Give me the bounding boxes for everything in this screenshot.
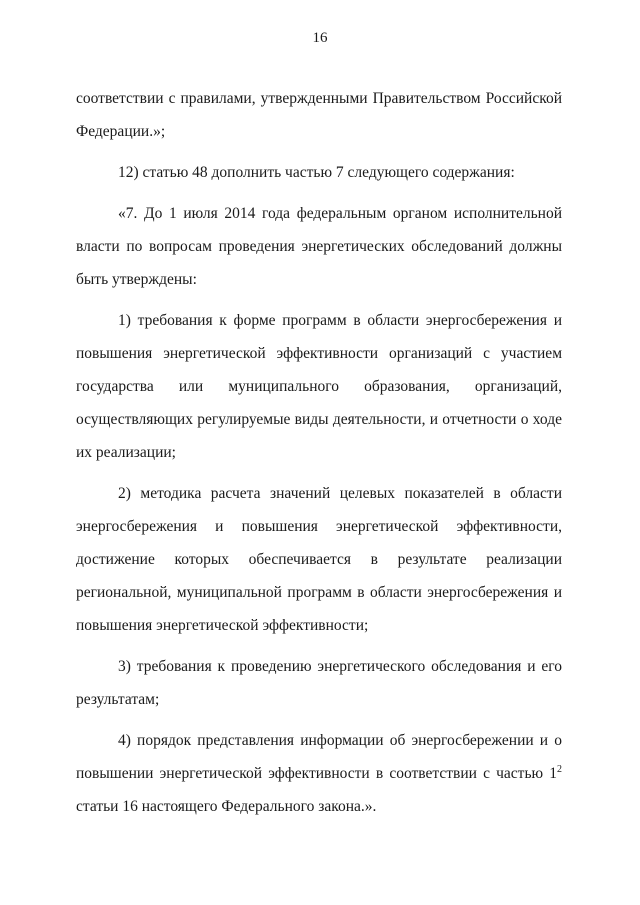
paragraph-subitem-2: 2) методика расчета значений целевых показателей в области энергосбережения и повышения энергетической эффективности, достижение которых обеспечивается в результате реализации региональной, муниципальной программ в области энергосбережения и повышения энергетической эффективности; [76, 485, 562, 634]
document-body [76, 82, 562, 831]
subitem-4-text-start: 4) порядок представления информации об энергосбережении и о повышении энергетической эффективности в соответствии с частью 1 [76, 732, 562, 782]
paragraph-item-12: 12) статью 48 дополнить частью 7 следующего содержания: [118, 164, 515, 181]
paragraph-subitem-4 [76, 724, 562, 823]
paragraph-part-7: «7. До 1 июля 2014 года федеральным органом исполнительной власти по вопросам проведения энергетических обследований должны быть утверждены: [76, 205, 562, 288]
page-number: 16 [312, 30, 328, 46]
superscript: 2 [557, 763, 562, 775]
paragraph-continuation: соответствии с правилами, утвержденными Правительством Российской Федерации.»; [76, 90, 562, 140]
subitem-4-text-end: статьи 16 настоящего Федерального закона.». [76, 798, 377, 815]
paragraph-subitem-1: 1) требования к форме программ в области энергосбережения и повышения энергетической эффективности организаций с участием государства или муниципального образования, организаций, осуществляющих регулируемые виды деятельности, и отчетности о ходе их реализации; [76, 312, 562, 461]
paragraph-subitem-3: 3) требования к проведению энергетического обследования и его результатам; [76, 658, 562, 708]
